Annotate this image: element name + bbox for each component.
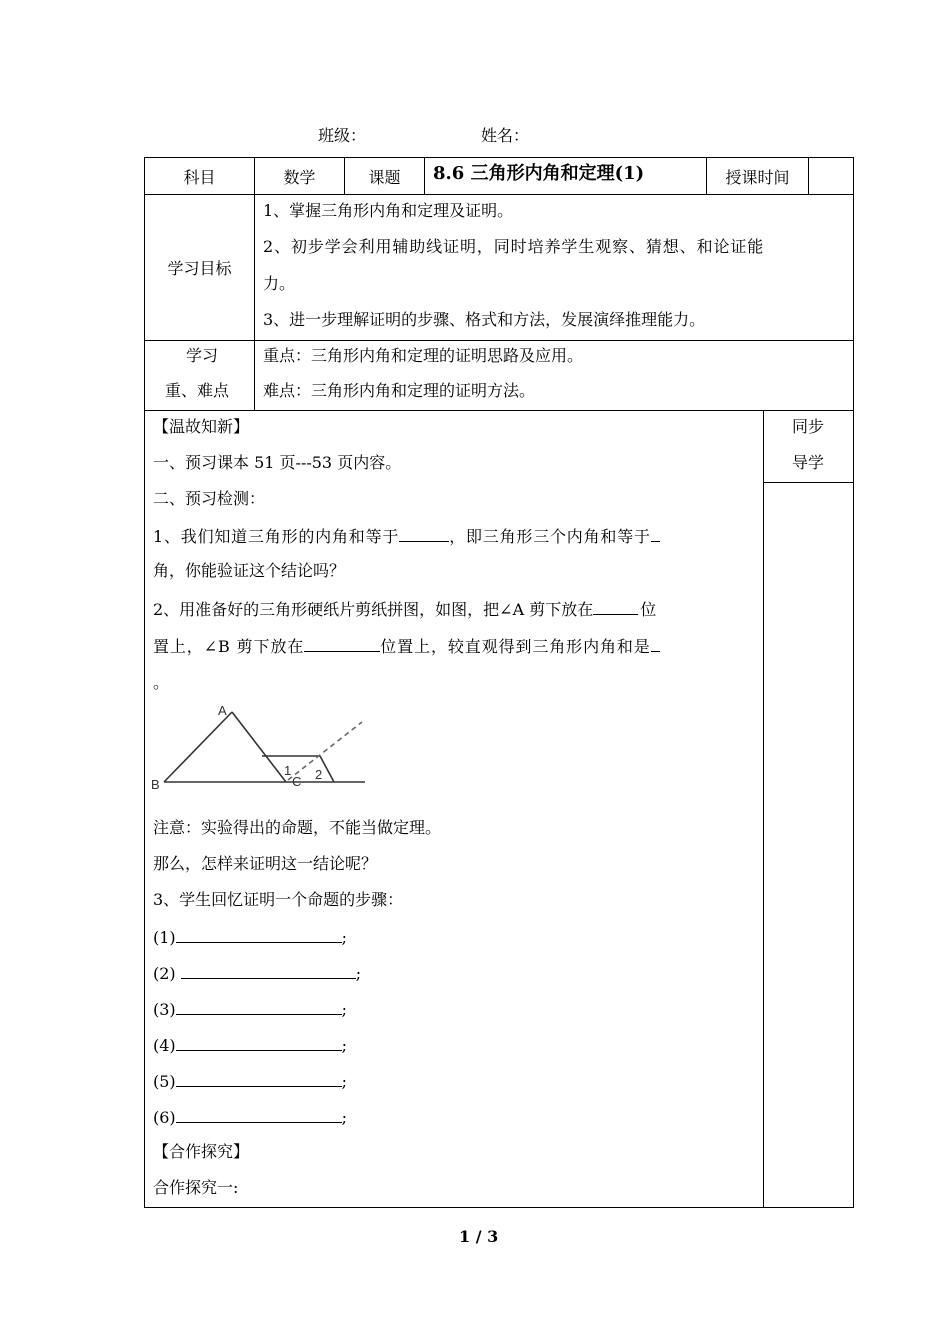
question-2-part-d: 位置上，较直观得到三角形内角和是 — [380, 637, 651, 656]
answer-blank-5[interactable] — [651, 637, 660, 652]
question-1-part-c: 角，你能验证这个结论吗？ — [153, 561, 346, 580]
objective-line-3: 力。 — [263, 274, 296, 293]
question-2-part-b: 位 — [640, 600, 657, 619]
answer-blank-4[interactable] — [304, 637, 380, 652]
check-title: 二、预习检测： — [153, 489, 266, 508]
objective-line-2: 2、初步学会利用辅助线证明，同时培养学生观察、猜想、和论证能 — [263, 237, 765, 256]
coop-title: 【合作探究】 — [153, 1142, 250, 1161]
triangle-cut-figure — [150, 700, 375, 796]
dashed-extension — [288, 722, 362, 780]
side-ba — [164, 712, 232, 782]
step-1-blank[interactable] — [176, 928, 342, 943]
class-label: 班级： — [318, 126, 367, 145]
objectives-label: 学习目标 — [167, 259, 232, 278]
step-2-blank[interactable] — [181, 964, 356, 979]
objective-line-1: 1、掌握三角形内角和定理及证明。 — [263, 201, 514, 220]
step-2: (2) ; — [153, 964, 362, 983]
step-5-blank[interactable] — [176, 1072, 342, 1087]
subject-label: 科目 — [183, 167, 216, 187]
answer-blank-2[interactable] — [651, 527, 660, 542]
step-6-blank[interactable] — [176, 1108, 342, 1123]
question-2-line-1 — [153, 600, 656, 618]
objective-line-4: 3、进一步理解证明的步骤、格式和方法，发展演绎推理能力。 — [263, 310, 706, 329]
question-2-part-c: 置上，∠B 剪下放在 — [153, 637, 305, 656]
question-2-part-e: 。 — [153, 673, 170, 692]
subject-value: 数学 — [283, 167, 316, 187]
label-c: C — [292, 774, 302, 789]
preview-text: 一、预习课本 51 页---53 页内容。 — [153, 453, 402, 472]
step-5: (5) ; — [153, 1072, 348, 1091]
question-1-line-1 — [153, 527, 660, 545]
difficulty-point: 难点：三角形内角和定理的证明方法。 — [263, 381, 536, 400]
note-text: 注意：实验得出的命题，不能当做定理。 — [153, 818, 442, 837]
key-points-label-1: 学习 — [186, 346, 219, 365]
label-a: A — [218, 703, 227, 718]
topic-label: 课题 — [368, 167, 401, 187]
side-guide-1: 同步 — [792, 417, 825, 436]
question-1-part-b: ，即三角形三个内角和等于 — [449, 527, 651, 546]
step-4-blank[interactable] — [176, 1036, 342, 1051]
topic-value: 8.6 三角形内角和定理(1) — [433, 163, 645, 184]
key-points-label-2: 重、难点 — [165, 381, 230, 400]
time-label: 授课时间 — [725, 167, 790, 187]
review-title: 【温故知新】 — [153, 417, 250, 436]
time-value — [809, 158, 853, 194]
name-label: 姓名： — [481, 126, 530, 145]
question-2-part-a: 2、用准备好的三角形硬纸片剪纸拼图，如图，把∠A 剪下放在 — [153, 600, 594, 619]
label-2: 2 — [315, 767, 323, 782]
question-text: 那么，怎样来证明这一结论呢？ — [153, 854, 378, 873]
label-b: B — [151, 777, 160, 792]
answer-blank-3[interactable] — [593, 600, 638, 615]
coop-one: 合作探究一: — [153, 1178, 239, 1197]
answer-blank-1[interactable] — [399, 527, 449, 542]
side-ac — [232, 712, 286, 782]
step-3: (3) ; — [153, 1000, 348, 1019]
key-point: 重点：三角形内角和定理的证明思路及应用。 — [263, 346, 584, 365]
step-6: (6) ; — [153, 1108, 348, 1127]
label-1: 1 — [284, 763, 292, 778]
side-guide-2: 导学 — [792, 453, 825, 472]
step-3-blank[interactable] — [176, 1000, 342, 1015]
step-1: (1) ; — [153, 928, 348, 947]
step-4: (4) ; — [153, 1036, 348, 1055]
question-1-part-a: 1、我们知道三角形的内角和等于 — [153, 527, 400, 546]
page-number: 1 / 3 — [459, 1227, 499, 1246]
question-3: 3、学生回忆证明一个命题的步骤： — [153, 890, 404, 909]
question-2-line-2 — [153, 637, 660, 655]
